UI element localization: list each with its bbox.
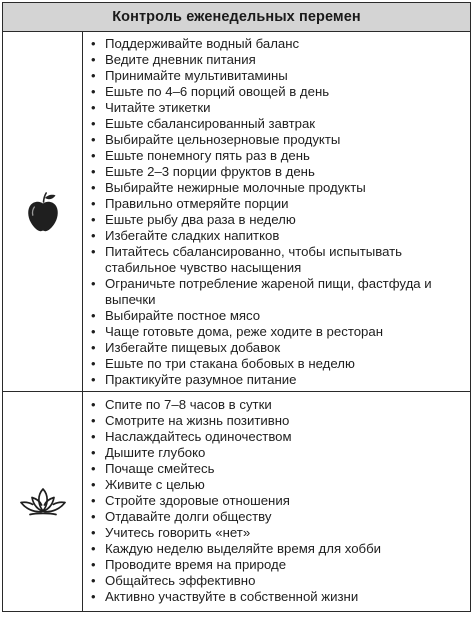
list-item: • Чаще готовьте дома, реже ходите в ресторан: [91, 324, 383, 339]
wellbeing-list: [91, 397, 470, 605]
list-item: • Спите по 7–8 часов в сутки: [91, 397, 272, 412]
list-item: • Избегайте пищевых добавок: [91, 340, 281, 355]
list-item: • Ограничьте потребление жареной пищи, фастфуда и выпечки: [91, 276, 432, 307]
nutrition-list: [91, 36, 470, 388]
apple-icon: [3, 32, 83, 391]
list-item: • Выбирайте цельнозерновые продукты: [91, 132, 341, 147]
list-item: • Практикуйте разумное питание: [91, 372, 297, 387]
list-item: • Наслаждайтесь одиночеством: [91, 429, 292, 444]
lotus-icon: [3, 392, 83, 611]
list-item: • Дышите глубоко: [91, 445, 206, 460]
nutrition-section: [3, 32, 470, 392]
list-item: • Учитесь говорить «нет»: [91, 525, 251, 540]
list-item: • Общайтесь эффективно: [91, 573, 256, 588]
list-item: • Питайтесь сбалансированно, чтобы испытывать стабильное чувство насыщения: [91, 244, 403, 275]
list-item: • Почаще смейтесь: [91, 461, 215, 476]
list-item: • Ешьте сбалансированный завтрак: [91, 116, 316, 131]
wellbeing-section: [3, 392, 470, 611]
list-item: • Ешьте по три стакана бобовых в неделю: [91, 356, 355, 371]
table-header: [3, 3, 470, 32]
list-item: • Принимайте мультивитамины: [91, 68, 288, 83]
list-item: • Правильно отмеряйте порции: [91, 196, 289, 211]
list-item: • Живите с целью: [91, 477, 205, 492]
table-title: Контроль еженедельных перемен: [112, 9, 361, 25]
list-item: • Смотрите на жизнь позитивно: [91, 413, 290, 428]
list-item: • Выбирайте постное мясо: [91, 308, 261, 323]
list-item: • Избегайте сладких напитков: [91, 228, 280, 243]
list-item: • Активно участвуйте в собственной жизни: [91, 589, 359, 604]
list-item: • Стройте здоровые отношения: [91, 493, 290, 508]
list-item: • Ешьте по 4–6 порций овощей в день: [91, 84, 330, 99]
list-item: • Выбирайте нежирные молочные продукты: [91, 180, 366, 195]
list-item: • Ешьте понемногу пять раз в день: [91, 148, 310, 163]
nutrition-list-cell: [83, 32, 470, 391]
wellbeing-list-cell: [83, 392, 470, 611]
list-item: • Ешьте 2–3 порции фруктов в день: [91, 164, 315, 179]
list-item: • Поддерживайте водный баланс: [91, 36, 300, 51]
list-item: • Отдавайте долги обществу: [91, 509, 272, 524]
list-item: • Ешьте рыбу два раза в неделю: [91, 212, 296, 227]
list-item: • Каждую неделю выделяйте время для хобби: [91, 541, 382, 556]
list-item: • Читайте этикетки: [91, 100, 211, 115]
weekly-changes-table: [2, 2, 471, 612]
list-item: • Ведите дневник питания: [91, 52, 256, 67]
list-item: • Проводите время на природе: [91, 557, 287, 572]
